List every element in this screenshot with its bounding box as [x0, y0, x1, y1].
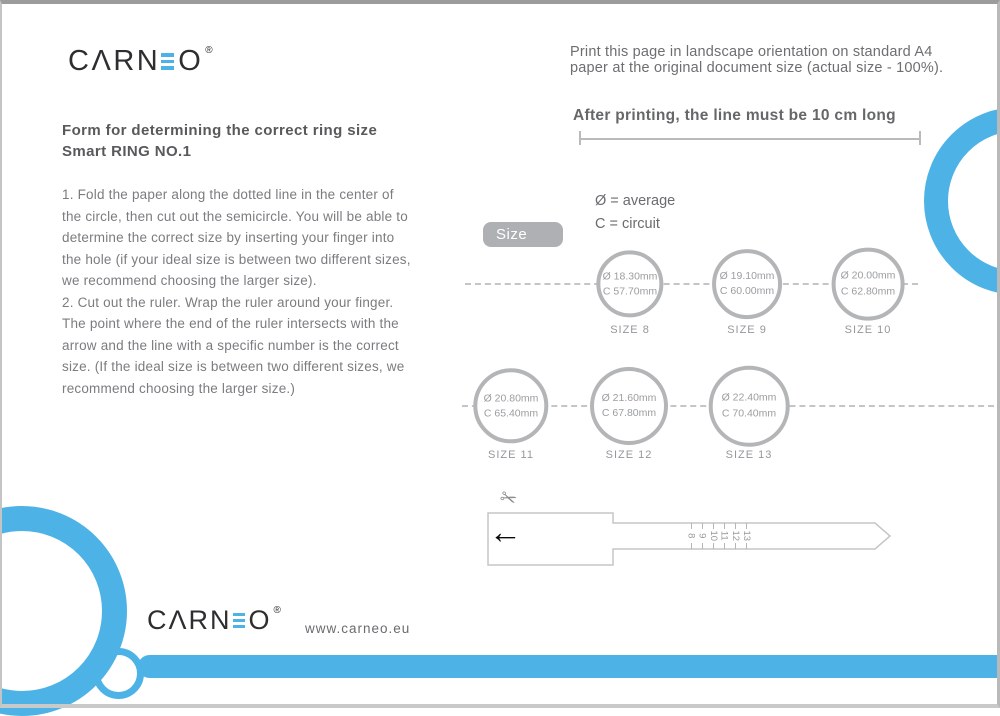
ruler-tick-group [740, 523, 752, 549]
decor-ring-small [93, 648, 144, 699]
ring-circle [473, 368, 548, 443]
ring-circle [590, 367, 668, 445]
ring-circuit: C 67.80mm [601, 407, 657, 420]
brand-wordmark-right: O [248, 605, 272, 635]
ring-size-label: SIZE 9 [727, 324, 767, 336]
ring-circle [712, 249, 782, 319]
ring-diameter: Ø 18.30mm [602, 270, 658, 282]
ring-size-label: SIZE 11 [488, 449, 534, 461]
ruler-tick-number: 11 [718, 531, 730, 541]
ring-circle [596, 250, 663, 317]
ring-circuit: C 60.00mm [719, 285, 775, 298]
ruler-tick-number: 12 [729, 530, 741, 542]
ring-circle [832, 248, 905, 321]
size-badge: Size [483, 222, 563, 247]
ruler-tick [702, 523, 703, 529]
ruler-tick-number: 10 [707, 530, 719, 542]
brand-wordmark-left: CΛRN [147, 605, 232, 635]
brand-logo [68, 47, 213, 76]
ring-size-label: SIZE 10 [844, 324, 892, 336]
ruler-tick [713, 523, 714, 529]
ring-circuit: C 57.70mm [602, 285, 658, 298]
page-title [62, 120, 377, 162]
legend [595, 190, 675, 235]
ruler-tick [724, 523, 725, 529]
registered-mark: ® [205, 45, 213, 56]
website-link[interactable]: www.carneo.eu [305, 621, 411, 636]
page-title-line1: Form for determining the correct ring size [62, 122, 378, 139]
measure-line-caption: After printing, the line must be 10 cm long [573, 107, 896, 124]
brand-wordmark-left: CΛRN [68, 45, 161, 77]
measure-line [579, 131, 921, 145]
registered-mark: ® [273, 605, 281, 616]
legend-average: Ø = average [595, 193, 676, 209]
ring-diameter: Ø 20.80mm [483, 391, 539, 404]
ruler-tick [735, 523, 736, 529]
ring-circuit: C 70.40mm [721, 407, 777, 420]
left-arrow-icon: ← [489, 513, 522, 550]
ring-diameter: Ø 19.10mm [719, 270, 775, 282]
scissors-icon: ✂ [496, 485, 520, 513]
ruler-tick [702, 543, 703, 549]
ring-circuit: C 62.80mm [840, 285, 896, 298]
ring-size-label: SIZE 8 [610, 324, 650, 336]
ruler-tick [713, 543, 714, 549]
instructions [62, 184, 416, 399]
ruler-tick-number: 9 [696, 533, 708, 539]
ruler-tick [746, 523, 747, 529]
ring-circuit: C 65.40mm [483, 407, 539, 420]
footer-brand-logo [147, 607, 281, 634]
instruction-step-1: 1. Fold the paper along the dotted line in the center of the circle, then cut out the semicircle. You will be able to determine the correct size by inserting your finger into the hole (if your ideal size is between two different sizes, we recommend choosing the larger size). [62, 187, 411, 288]
logo-e-bars-icon [161, 53, 174, 70]
ruler-tick-number: 8 [685, 533, 697, 539]
ruler-tick [724, 543, 725, 549]
brand-wordmark-right: O [178, 45, 204, 77]
ring-diameter: Ø 22.40mm [721, 392, 777, 404]
page-title-line2: Smart RING NO.1 [62, 143, 192, 160]
logo-e-bars-icon [233, 613, 245, 628]
ring-diameter: Ø 21.60mm [601, 392, 657, 404]
decor-ring-top-right [924, 107, 1000, 295]
ruler-tick [691, 543, 692, 549]
ring-size-label: SIZE 13 [725, 449, 773, 461]
ring-size-label: SIZE 12 [605, 449, 653, 461]
legend-circuit: C = circuit [595, 215, 660, 232]
ruler-tick [735, 543, 736, 549]
ruler-tick [746, 543, 747, 549]
ruler-tick [691, 523, 692, 529]
ring-circle [709, 366, 790, 447]
instruction-step-2: 2. Cut out the ruler. Wrap the ruler around your finger. The point where the end of the ruler intersects with the arrow and the line with a specific number is the correct size. (If the ideal size is between two different sizes, we recommend choosing the larger size.) [62, 294, 405, 396]
ruler-tick-number: 13 [740, 530, 752, 542]
decor-bottom-bar [138, 655, 1000, 678]
ring-diameter: Ø 20.00mm [840, 269, 896, 282]
print-instructions: Print this page in landscape orientation on standard A4 paper at the original document size (actual size - 100%). [570, 44, 944, 76]
